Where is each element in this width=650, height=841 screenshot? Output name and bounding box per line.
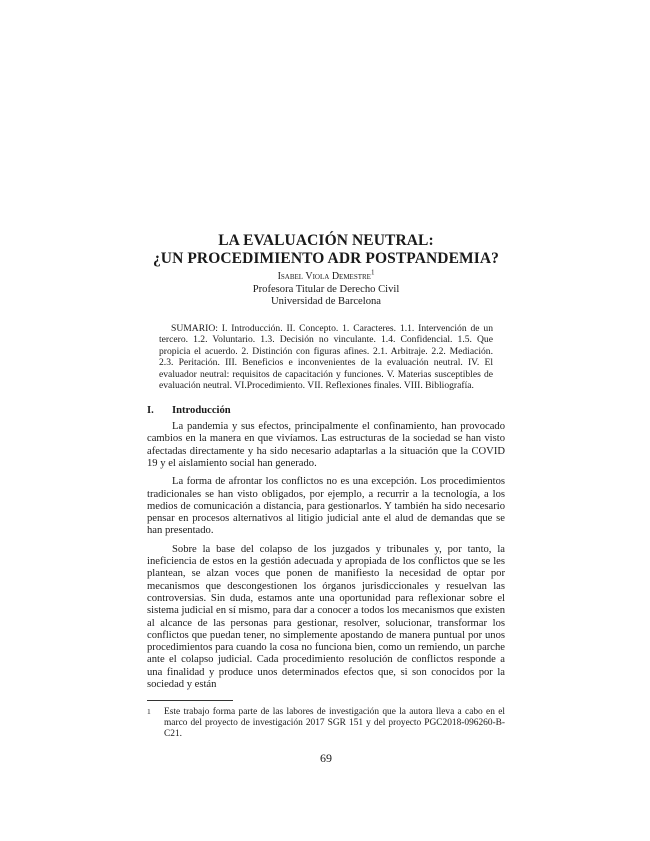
page-content bbox=[147, 232, 505, 766]
title-line-2: ¿UN PROCEDIMIENTO ADR POSTPANDEMIA? bbox=[152, 250, 500, 267]
title-line-1: LA EVALUACIÓN NEUTRAL: bbox=[218, 232, 434, 249]
footnote-text: Este trabajo forma parte de las labores de investigación que la autora lleva a cabo en el marco del proyecto de investigación 2017 SGR 151 y del proyecto PGC2018-096260-B-C21. bbox=[164, 707, 505, 740]
footnote bbox=[147, 707, 505, 740]
article-title bbox=[147, 232, 505, 268]
author-name: Isabel Viola Demestre bbox=[277, 271, 371, 282]
author-institution: Universidad de Barcelona bbox=[270, 296, 381, 307]
author-line bbox=[147, 268, 505, 284]
footnote-divider bbox=[147, 700, 233, 701]
paragraph-2: La forma de afrontar los conflictos no es una excepción. Los procedimientos tradicionales se han visto obligados, por ejemplo, a recurrir a la tecnología, a los medios de comunicación a distancia, para gestionarlos. Y también ha sido necesario pensar en procesos alternativos al litigio judicial ante el alud de demandas que se han presentado. bbox=[147, 476, 505, 537]
page-number: 69 bbox=[320, 751, 332, 766]
paragraph-3: Sobre la base del colapso de los juzgados y tribunales y, por tanto, la ineficiencia de estos en la gestión adecuada y apropiada de los conflictos que se les plantean, se alzan voces que ponen de manifiesto la necesidad de optar por mecanismos que descongestionen los órganos jurisdiccionales y resuelvan las controversias. Sin duda, estamos ante una oportunidad para reflexionar sobre el sistema judicial en sí mismo, para dar a conocer a todos los mecanismos que existen al alcance de las personas para gestionar, resolver, solucionar, transformar los conflictos que puedan tener, no simplemente apostando de manera puntual por unos procedimientos para cuando la cosa no funciona bien, como un remiendo, un parche ante el colapso judicial. Cada procedimiento resolución de conflictos responde a una finalidad y produce unos determinados efectos que, si son conocidos por la sociedad y están bbox=[147, 543, 505, 690]
author-footnote-ref[interactable]: 1 bbox=[370, 268, 375, 277]
section-number: I. bbox=[147, 405, 154, 417]
section-heading bbox=[147, 404, 505, 417]
author-position: Profesora Titular de Derecho Civil bbox=[252, 283, 400, 295]
section-title: Introducción bbox=[172, 405, 231, 417]
author-block bbox=[147, 268, 505, 309]
summary: SUMARIO: I. Introducción. II. Concepto. 1. Caracteres. 1.1. Intervención de un tercero. 1.2. Voluntario. 1.3. Decisión no vinculante. 1.4. Confidencial. 1.5. Que propicia el acuerdo. 2. Distinción con figuras afines. 2.1. Arbitraje. 2.2. Mediación. 2.3. Peritación. III. Beneficios e inconvenientes de la evaluación neutral. IV. El evaluador neutral: requisitos de capacitación y funciones. V. Materias susceptibles de evaluación neutral. VI.Procedimiento. VII. Reflexiones finales. VIII. Bibliografía. bbox=[159, 322, 493, 392]
paragraph-1: La pandemia y sus efectos, principalmente el confinamiento, han provocado cambios en la manera en que vivíamos. Las estructuras de la sociedad se han visto afectadas directamente y ha sido necesario adaptarlas a la situación que la COVID 19 y el aislamiento social han generado. bbox=[147, 421, 505, 469]
footnote-mark: 1 bbox=[147, 707, 151, 717]
